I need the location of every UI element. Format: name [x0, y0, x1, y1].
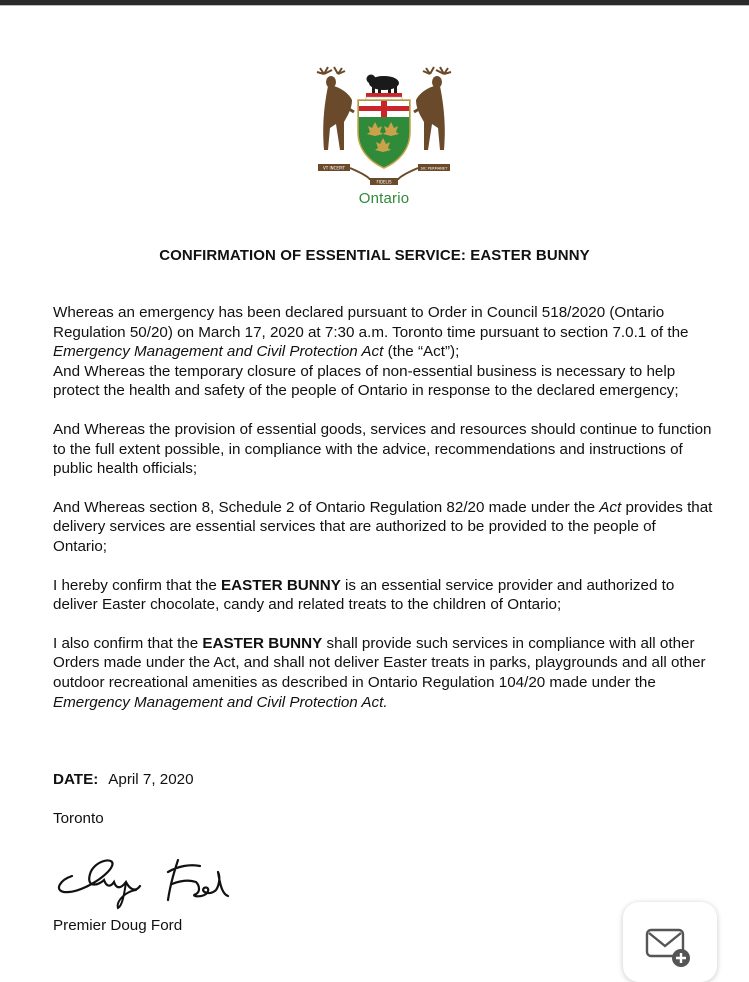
date-line: [53, 771, 194, 788]
ontario-coat-of-arms: [314, 66, 454, 216]
document-title: CONFIRMATION OF ESSENTIAL SERVICE: EASTER BUNNY: [159, 247, 590, 264]
coat-of-arms-icon: [314, 66, 454, 188]
easter-bunny-name: EASTER BUNNY: [221, 576, 341, 594]
top-border-shadow: [0, 5, 749, 6]
paragraph-emergency-declared: Whereas an emergency has been declared pursuant to Order in Council 518/2020 (Ontario Regulation 50/20) on March 17, 2020 at 7:30 a.m. Toronto time pursuant to section 7.0.1 of the Emergency Management and Civil Protection Act (the “Act”);: [53, 304, 689, 361]
shield-icon: [358, 100, 410, 168]
date-value: April 7, 2020: [108, 771, 194, 788]
paragraph-compliance: I also confirm that the EASTER BUNNY shall provide such services in compliance with all other Orders made under the Act, and shall not deliver Easter treats in parks, playgrounds and all other outdoor recreational amenities as described in Ontario Regulation 104/20 made under the Emergency Management and Civil Protection Act.: [53, 634, 706, 711]
document-body: [53, 303, 713, 712]
act-short: Act: [599, 498, 622, 516]
paragraph-essential-goods: And Whereas the provision of essential goods, services and resources should continue to function to the full extent possible, in compliance with the advice, recommendations and instructions of public health officials;: [53, 420, 712, 478]
motto-left: VT INCEPIT: [323, 165, 345, 171]
mail-add-icon: [645, 926, 691, 968]
paragraph-confirmation: I hereby confirm that the EASTER BUNNY is an essential service provider and authorized to deliver Easter chocolate, candy and related treats to the children of Ontario;: [53, 576, 675, 614]
province-name: Ontario: [358, 190, 410, 207]
city: Toronto: [53, 810, 104, 827]
paragraph-closure: And Whereas the temporary closure of places of non-essential business is necessary to help protect the health and safety of the people of Ontario in response to the declared emergency;: [53, 362, 679, 400]
share-mail-button[interactable]: [623, 902, 717, 982]
left-moose-icon: [317, 67, 354, 150]
motto-right: SIC PERMANET: [420, 166, 448, 171]
bear-icon: [366, 75, 402, 101]
motto-center: FIDELIS: [376, 179, 392, 185]
paragraph-delivery-services: And Whereas section 8, Schedule 2 of Ontario Regulation 82/20 made under the Act provides that delivery services are essential services that are authorized to be provided to the people of Ontario;: [53, 498, 713, 555]
right-moose-icon: [414, 67, 451, 150]
act-title: Emergency Management and Civil Protection Act.: [53, 693, 388, 711]
signature-icon: [50, 846, 250, 916]
signer-name: Premier Doug Ford: [53, 917, 183, 934]
act-title: Emergency Management and Civil Protection Act: [53, 343, 384, 361]
date-label: DATE:: [53, 771, 99, 788]
easter-bunny-name: EASTER BUNNY: [202, 634, 323, 652]
